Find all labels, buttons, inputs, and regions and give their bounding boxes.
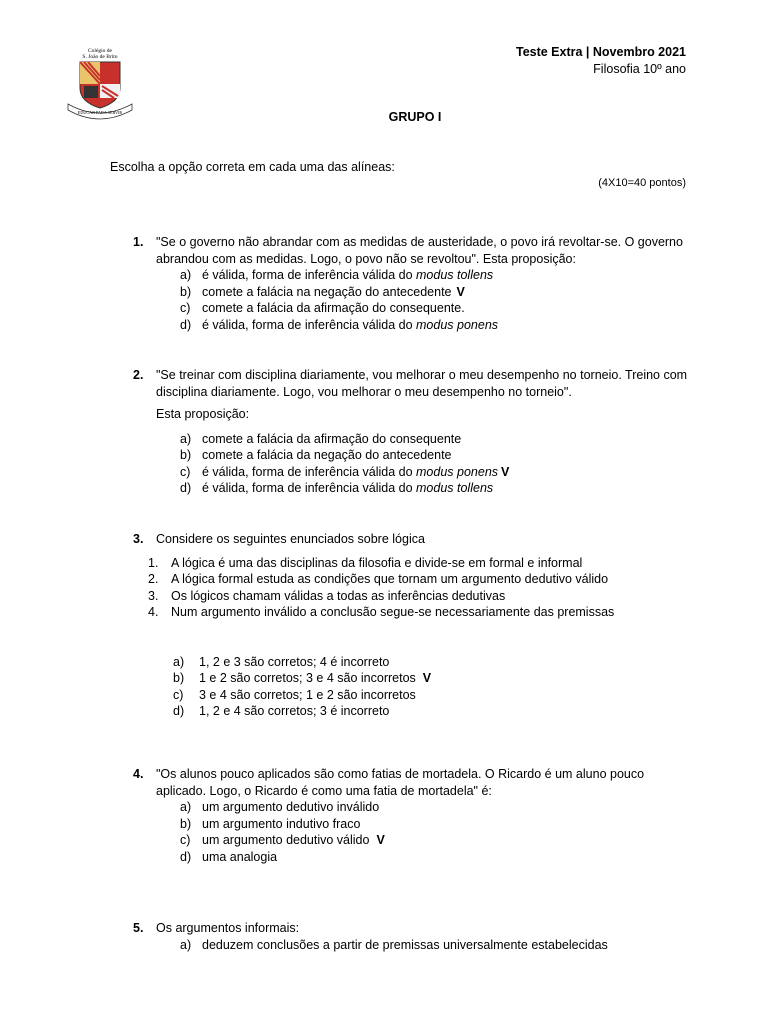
question-2 xyxy=(133,367,693,497)
correct-mark: V xyxy=(501,464,510,479)
question-number: 1. xyxy=(133,235,144,249)
option-d: d) é válida, forma de inferência válida do modus tollens xyxy=(180,481,494,495)
question-number: 5. xyxy=(133,921,144,935)
school-motto: EDUCAR PARA SERVIR xyxy=(77,110,123,115)
option-a: a) comete a falácia da afirmação do consequente xyxy=(180,431,462,446)
test-subtitle: Filosofia 10º ano xyxy=(593,62,686,76)
options-list xyxy=(173,654,693,720)
question-1 xyxy=(133,234,693,333)
school-name-line1: Colégio de xyxy=(88,48,112,54)
statement-4: 4. Num argumento inválido a conclusão segue-se necessariamente das premissas xyxy=(148,605,615,619)
instructions: Escolha a opção correta em cada uma das alíneas: xyxy=(110,160,395,174)
question-text: Considere os seguintes enunciados sobre lógica xyxy=(156,532,425,546)
document-header xyxy=(516,44,686,78)
question-text: "Os alunos pouco aplicados são como fatias de mortadela. O Ricardo é um aluno pouco aplicado. Logo, o Ricardo é como uma fatia de mortadela" é: xyxy=(156,767,645,798)
option-a: a) um argumento dedutivo inválido xyxy=(180,800,380,814)
question-number: 4. xyxy=(133,767,144,781)
options-list xyxy=(180,431,693,497)
statement-3: 3. Os lógicos chamam válidas a todas as inferências dedutivas xyxy=(148,588,506,603)
group-title: GRUPO I xyxy=(388,110,442,124)
correct-mark: V xyxy=(376,833,385,847)
option-d: d) uma analogia xyxy=(180,849,278,864)
option-d: d) é válida, forma de inferência válida do modus ponens xyxy=(180,317,499,332)
question-text: Os argumentos informais: xyxy=(156,921,300,935)
options-list xyxy=(180,799,693,865)
option-c: c) é válida, forma de inferência válida do modus ponens V xyxy=(180,464,510,479)
correct-mark: V xyxy=(456,284,465,299)
option-a: a) é válida, forma de inferência válida do modus tollens xyxy=(180,268,494,282)
question-4 xyxy=(133,766,693,865)
question-5 xyxy=(133,920,693,953)
question-text: "Se treinar com disciplina diariamente, vou melhorar o meu desempenho no torneio. Treino com disciplina diariamente. Logo, vou melhorar o meu desempenho no torneio". xyxy=(156,368,688,399)
option-c: c) um argumento dedutivo válido V xyxy=(180,833,385,847)
statement-2: 2. A lógica formal estuda as condições que tornam um argumento dedutivo válido xyxy=(148,572,609,586)
question-text: "Se o governo não abrandar com as medidas de austeridade, o povo irá revoltar-se. O governo abrandou com as medidas. Logo, o povo não se revoltou". Esta proposição: xyxy=(156,235,683,266)
option-a: a) deduzem conclusões a partir de premissas universalmente estabelecidas xyxy=(180,937,608,952)
question-subtext: Esta proposição: xyxy=(156,407,250,421)
option-a: a) 1, 2 e 3 são corretos; 4 é incorreto xyxy=(173,654,390,669)
option-b: b) comete a falácia na negação do antecedente V xyxy=(180,284,465,299)
statement-1: 1. A lógica é uma das disciplinas da filosofia e divide-se em formal e informal xyxy=(148,555,583,570)
question-number: 2. xyxy=(133,368,144,382)
option-b: b) um argumento indutivo fraco xyxy=(180,816,361,831)
statements-list xyxy=(148,555,693,621)
options-list xyxy=(180,267,693,333)
option-c: c) 3 e 4 são corretos; 1 e 2 são incorretos xyxy=(173,687,416,702)
test-title: Teste Extra | Novembro 2021 xyxy=(515,45,686,59)
school-name-line2: S. João de Brito xyxy=(82,54,118,60)
correct-mark: V xyxy=(422,671,432,685)
question-number: 3. xyxy=(133,532,144,546)
question-3 xyxy=(133,531,693,720)
points-note: (4X10=40 pontos) xyxy=(598,177,686,189)
option-c: c) comete a falácia da afirmação do consequente. xyxy=(180,301,465,315)
option-b: b) 1 e 2 são corretos; 3 e 4 são incorretos V xyxy=(173,671,432,685)
options-list xyxy=(180,937,693,954)
option-b: b) comete a falácia da negação do antecedente xyxy=(180,448,452,462)
option-d: d) 1, 2 e 4 são corretos; 3 é incorreto xyxy=(173,704,390,718)
